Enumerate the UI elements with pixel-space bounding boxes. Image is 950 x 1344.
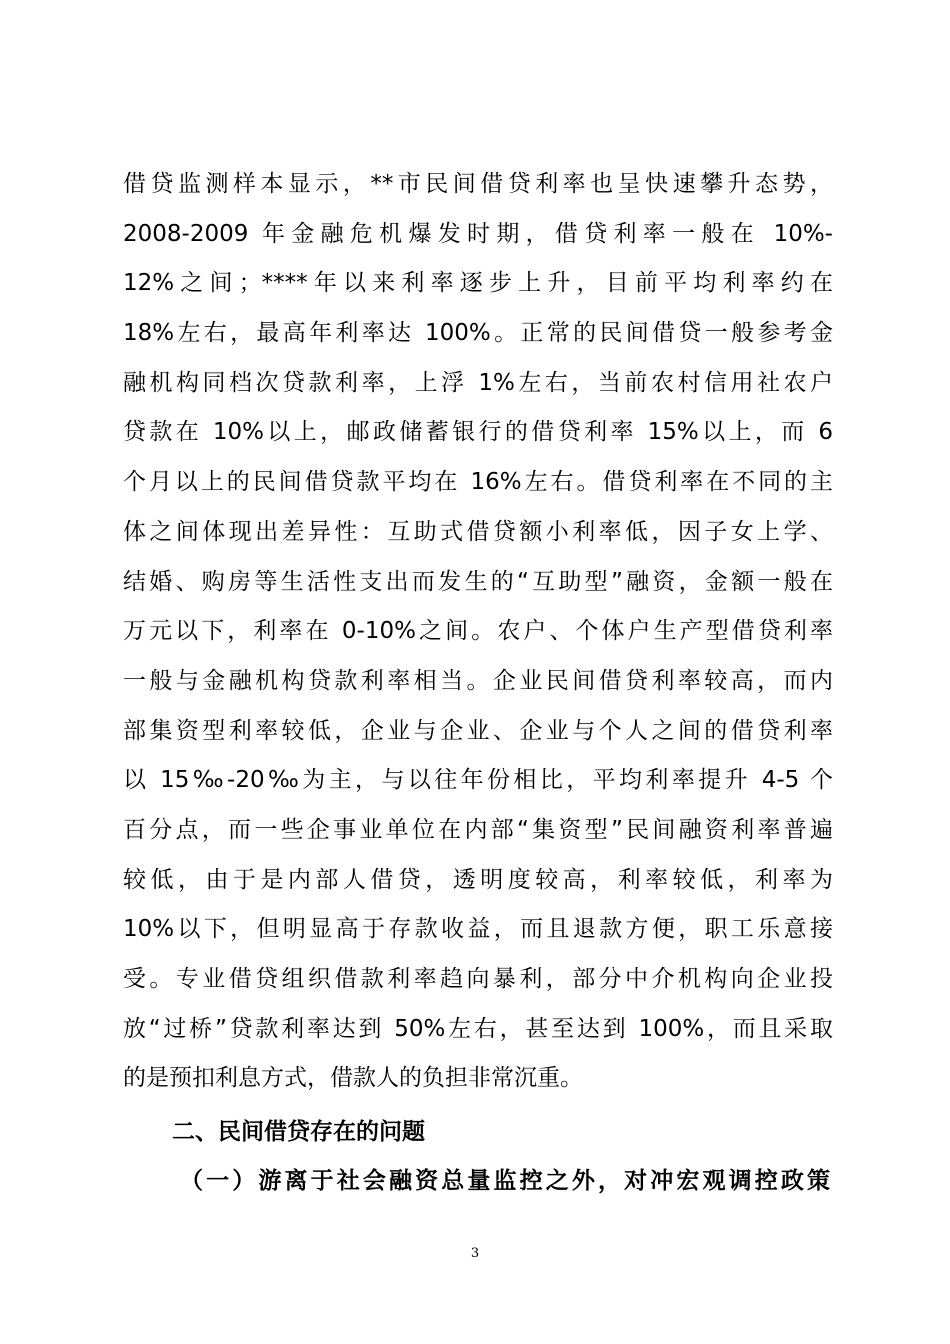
paragraph-line: 2008-2009 年金融危机爆发时期，借贷利率一般在 10%- bbox=[123, 220, 833, 247]
paragraph-line: 较低，由于是内部人借贷，透明度较高，利率较低，利率为 bbox=[123, 866, 833, 893]
paragraph-line: 融机构同档次贷款利率，上浮 1%左右，当前农村信用社农户 bbox=[123, 369, 833, 396]
subsection-heading: （一）游离于社会融资总量监控之外，对冲宏观调控政策 bbox=[180, 1168, 830, 1194]
paragraph-line: 12%之间；****年以来利率逐步上升，目前平均利率约在 bbox=[123, 270, 833, 297]
paragraph-line: 一般与金融机构贷款利率相当。企业民间借贷利率较高，而内 bbox=[123, 667, 833, 694]
paragraph-line: 以 15‰-20‰为主，与以往年份相比，平均利率提升 4-5 个 bbox=[123, 767, 833, 794]
paragraph-line: 万元以下，利率在 0-10%之间。农户、个体户生产型借贷利率 bbox=[123, 618, 833, 645]
paragraph-line: 体之间体现出差异性：互助式借贷额小利率低，因子女上学、 bbox=[123, 518, 833, 545]
paragraph-line: 结婚、购房等生活性支出而发生的“互助型”融资，金额一般在 bbox=[123, 568, 833, 595]
paragraph-line: 10%以下，但明显高于存款收益，而且退款方便，职工乐意接 bbox=[123, 916, 833, 943]
paragraph-line: 部集资型利率较低，企业与企业、企业与个人之间的借贷利率 bbox=[123, 717, 833, 744]
body-paragraph bbox=[123, 160, 833, 1104]
paragraph-line: 贷款在 10%以上，邮政储蓄银行的借贷利率 15%以上，而 6 bbox=[123, 419, 833, 446]
paragraph-line: 百分点，而一些企事业单位在内部“集资型”民间融资利率普遍 bbox=[123, 816, 833, 843]
paragraph-line: 的是预扣利息方式，借款人的负担非常沉重。 bbox=[123, 1065, 583, 1092]
section-heading: 二、民间借贷存在的问题 bbox=[172, 1119, 425, 1145]
paragraph-line: 放“过桥”贷款利率达到 50%左右，甚至达到 100%，而且采取 bbox=[123, 1015, 833, 1042]
paragraph-line: 借贷监测样本显示，**市民间借贷利率也呈快速攀升态势， bbox=[123, 171, 833, 197]
paragraph-line: 18%左右，最高年利率达 100%。正常的民间借贷一般参考金 bbox=[123, 320, 833, 347]
page-number: 3 bbox=[470, 1246, 480, 1261]
paragraph-line: 个月以上的民间借贷款平均在 16%左右。借贷利率在不同的主 bbox=[123, 469, 833, 496]
paragraph-line: 受。专业借贷组织借款利率趋向暴利，部分中介机构向企业投 bbox=[123, 966, 833, 992]
